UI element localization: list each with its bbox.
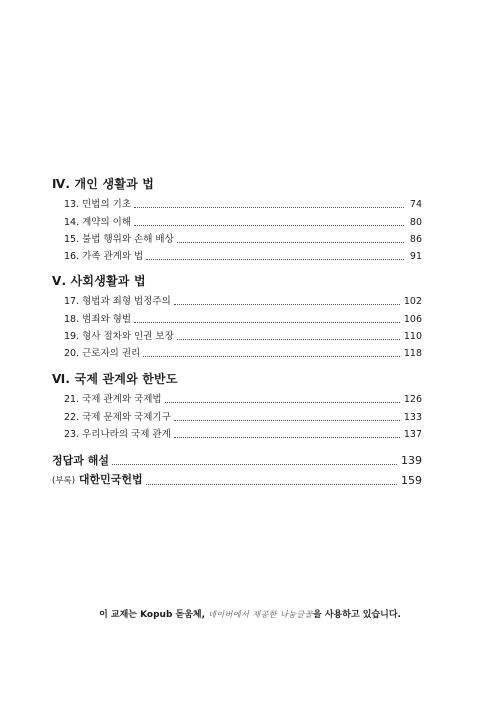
- section-6: [52, 370, 422, 443]
- toc-entry[interactable]: [64, 293, 422, 310]
- leader-dots: [177, 242, 404, 243]
- toc-entry-label: 13. 민법의 기초: [64, 199, 132, 211]
- leader-dots: [174, 420, 400, 421]
- toc-entry-label: [52, 470, 146, 491]
- toc-entry-page: 139: [401, 454, 422, 467]
- leader-dots: [112, 464, 397, 465]
- leader-dots: [174, 437, 400, 438]
- toc-entry[interactable]: [64, 328, 422, 345]
- appendix-prefix: (부록): [52, 476, 76, 486]
- toc-entry-page: 110: [403, 330, 422, 342]
- toc-entry-label: 19. 형사 절차와 인권 보장: [64, 330, 174, 342]
- toc-entry[interactable]: [64, 196, 422, 213]
- toc-entry-page: 118: [403, 348, 422, 360]
- toc-entry-page: 106: [403, 313, 422, 325]
- leader-dots: [146, 259, 404, 260]
- leader-dots: [134, 225, 404, 226]
- toc-entry-label: 17. 형법과 죄형 법정주의: [64, 296, 171, 308]
- leader-dots: [134, 322, 400, 323]
- toc-entry[interactable]: [64, 248, 422, 265]
- toc-entry-page: 102: [403, 296, 422, 308]
- leader-dots: [165, 402, 400, 403]
- credit-text-after: 을 사용하고 있습니다.: [313, 610, 401, 620]
- font-credit-note: [0, 607, 500, 620]
- toc-entry[interactable]: [64, 391, 422, 408]
- toc-entry[interactable]: [64, 310, 422, 327]
- toc-entry-page: 74: [409, 199, 422, 211]
- leader-dots: [134, 207, 404, 208]
- back-matter: [52, 451, 422, 491]
- leader-dots: [177, 339, 400, 340]
- leader-dots: [143, 356, 400, 357]
- section-title: Ⅳ. 개인 생활과 법: [52, 177, 155, 191]
- appendix-title: 대한민국헌법: [78, 473, 143, 486]
- toc-entry-appendix[interactable]: [52, 471, 422, 491]
- credit-handwritten-text: 네이버에서 제공한 나눔글꼴: [208, 610, 313, 619]
- toc-entry-label: 정답과 해설: [52, 454, 109, 467]
- leader-dots: [174, 304, 400, 305]
- toc-entry-label: 15. 불법 행위와 손해 배상: [64, 233, 174, 245]
- toc-entry-label: 16. 가족 관계와 법: [64, 251, 144, 263]
- toc-entry-page: 126: [403, 394, 422, 406]
- toc-entry[interactable]: [64, 231, 422, 248]
- toc-entry-label: 20. 근로자의 권리: [64, 348, 141, 360]
- leader-dots: [146, 484, 397, 485]
- toc-entry[interactable]: [64, 426, 422, 443]
- section-title: Ⅴ. 사회생활과 법: [52, 274, 146, 288]
- section-5: [52, 272, 422, 362]
- toc-entry[interactable]: [64, 213, 422, 230]
- toc-entry[interactable]: [64, 345, 422, 362]
- toc-entry-page: 137: [403, 428, 422, 440]
- section-title: Ⅵ. 국제 관계와 한반도: [52, 372, 178, 386]
- toc-entry-page: 133: [403, 411, 422, 423]
- toc-entry-answers[interactable]: [52, 451, 422, 471]
- toc-entry-label: 23. 우리나라의 국제 관계: [64, 428, 171, 440]
- toc-entry-page: 159: [401, 474, 422, 487]
- toc-entry-label: 21. 국제 관계와 국제법: [64, 394, 162, 406]
- section-4: [52, 175, 422, 265]
- toc-entry-label: 18. 범죄와 형벌: [64, 313, 132, 325]
- toc-entry-label: 14. 계약의 이해: [64, 216, 132, 228]
- toc-entry-page: 91: [409, 251, 422, 263]
- toc-entry-page: 86: [409, 233, 422, 245]
- toc-entry-label: 22. 국제 문제와 국제기구: [64, 411, 171, 423]
- toc-entry[interactable]: [64, 408, 422, 425]
- toc-entry-page: 80: [409, 216, 422, 228]
- credit-text-before: 이 교재는 Kopub 돋움체,: [99, 610, 209, 620]
